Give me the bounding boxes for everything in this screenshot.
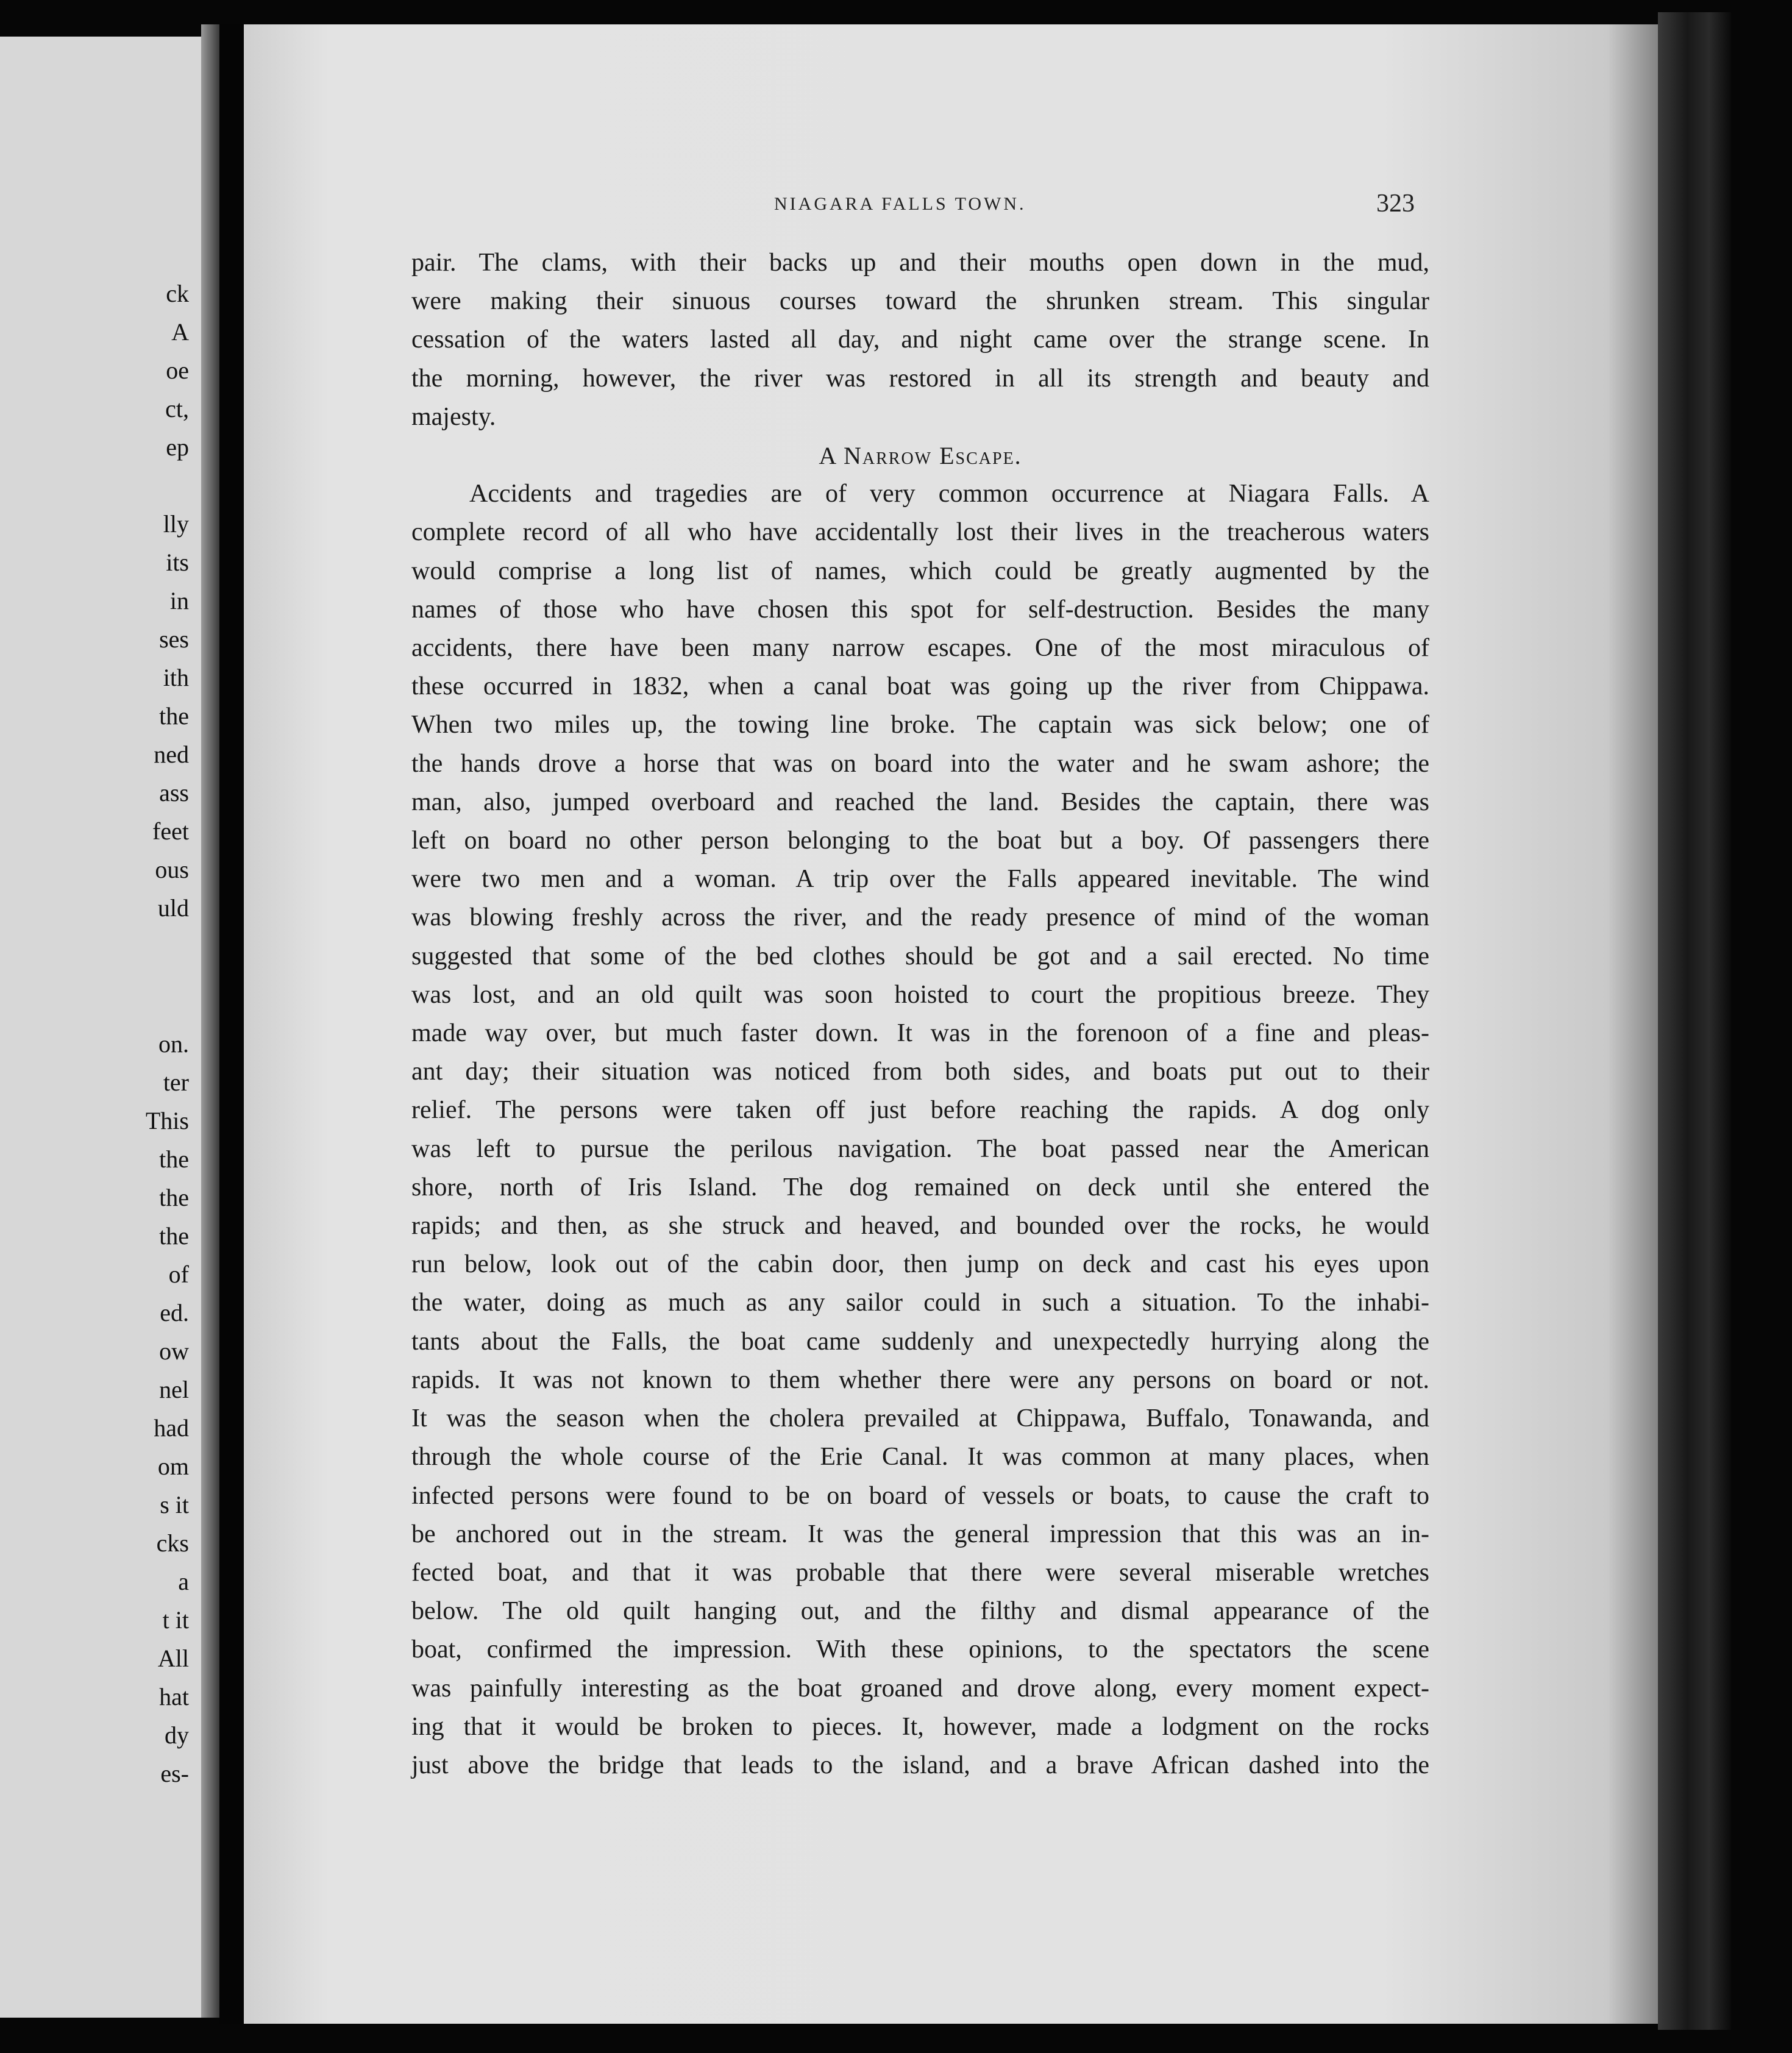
text-line: pair. The clams, with their backs up and their mouths open down in the mud,: [411, 249, 1429, 277]
text-line: below. The old quilt hanging out, and the filthy and dismal appearance of the: [411, 1597, 1429, 1626]
left-fragment: uld: [157, 894, 189, 922]
text-line: was blowing freshly across the river, and the ready presence of mind of the woman: [411, 903, 1429, 932]
text-line: majesty.: [411, 402, 496, 431]
page-edge-shadow: [1658, 12, 1731, 2030]
left-fragment: the: [159, 1184, 189, 1211]
left-fragment: its: [166, 549, 189, 576]
text-line: complete record of all who have accidentally lost their lives in the treacherous waters: [411, 518, 1429, 547]
text-line: was left to pursue the perilous navigation. The boat passed near the American: [411, 1134, 1429, 1163]
page-number: 323: [1376, 190, 1415, 218]
left-fragment: All: [157, 1645, 189, 1672]
left-fragment: the: [159, 1145, 189, 1173]
left-fragment: ned: [154, 741, 189, 768]
text-line: the water, doing as much as any sailor could in such a situation. To the inhabi-: [411, 1289, 1429, 1317]
left-fragment: ter: [163, 1069, 189, 1096]
left-fragment: dy: [165, 1721, 189, 1749]
text-line: made way over, but much faster down. It was in the forenoon of a fine and pleas-: [411, 1019, 1429, 1048]
running-head: NIAGARA FALLS TOWN.: [774, 194, 1026, 214]
text-line: cessation of the waters lasted all day, and night came over the strange scene. In: [411, 326, 1429, 354]
text-line: these occurred in 1832, when a canal boat was going up the river from Chippawa.: [411, 672, 1429, 701]
left-fragment: nel: [159, 1376, 189, 1403]
left-fragment: ith: [163, 664, 189, 691]
left-fragment: t it: [162, 1606, 189, 1634]
text-line: were making their sinuous courses toward the shrunken stream. This singular: [411, 287, 1429, 316]
left-fragment: cks: [156, 1529, 189, 1557]
left-fragment: ous: [155, 856, 189, 883]
text-line: was lost, and an old quilt was soon hoisted to court the propitious breeze. They: [411, 980, 1429, 1009]
text-line: would comprise a long list of names, which could be greatly augmented by the: [411, 557, 1429, 585]
text-line: relief. The persons were taken off just before reaching the rapids. A dog only: [411, 1096, 1429, 1125]
text-line: infected persons were found to be on board of vessels or boats, to cause the craft to: [411, 1481, 1429, 1510]
text-line: the hands drove a horse that was on board into the water and he swam ashore; the: [411, 749, 1429, 778]
left-fragment: This: [145, 1107, 189, 1134]
section-heading: A Narrow Escape.: [819, 442, 1022, 470]
text-line: fected boat, and that it was probable that there were several miserable wretches: [411, 1558, 1429, 1587]
text-line: shore, north of Iris Island. The dog remained on deck until she entered the: [411, 1173, 1429, 1201]
left-fragment: oe: [166, 357, 189, 384]
body-text: [411, 244, 1429, 1785]
left-fragment: s it: [160, 1491, 189, 1518]
left-fragment: ep: [166, 433, 189, 461]
text-line: boat, confirmed the impression. With these opinions, to the spectators the scene: [411, 1635, 1429, 1664]
text-line: It was the season when the cholera prevailed at Chippawa, Buffalo, Tonawanda, and: [411, 1404, 1429, 1433]
text-line: ant day; their situation was noticed from both sides, and boats put out to their: [411, 1058, 1429, 1086]
left-fragment: ed.: [160, 1299, 189, 1326]
text-line: rapids; and then, as she struck and heaved, and bounded over the rocks, he would: [411, 1212, 1429, 1240]
left-fragment: of: [168, 1261, 189, 1288]
text-line: ing that it would be broken to pieces. It, however, made a lodgment on the rocks: [411, 1712, 1429, 1741]
left-fragment: the: [159, 1222, 189, 1250]
text-line: were two men and a woman. A trip over the Falls appeared inevitable. The wind: [411, 865, 1429, 894]
left-fragment: on.: [158, 1030, 189, 1058]
left-fragment: ass: [159, 779, 189, 806]
left-fragment: om: [157, 1453, 189, 1480]
text-line: be anchored out in the stream. It was the general impression that this was an in-: [411, 1520, 1429, 1548]
left-fragment: es-: [160, 1760, 189, 1787]
left-fragment: the: [159, 702, 189, 730]
left-fragment: ses: [159, 625, 189, 653]
left-page: [0, 37, 207, 2018]
left-fragment: ow: [159, 1337, 189, 1365]
left-fragment: had: [154, 1414, 189, 1442]
text-line: When two miles up, the towing line broke. The captain was sick below; one of: [411, 711, 1429, 739]
text-line: run below, look out of the cabin door, then jump on deck and cast his eyes upon: [411, 1250, 1429, 1279]
text-line: Accidents and tragedies are of very common occurrence at Niagara Falls. A: [469, 480, 1429, 508]
left-fragment: feet: [152, 817, 189, 845]
left-fragment: ct,: [165, 395, 189, 422]
left-fragment: in: [169, 587, 189, 614]
left-fragment: A: [171, 318, 189, 346]
left-fragment: ck: [166, 280, 189, 307]
text-line: was painfully interesting as the boat groaned and drove along, every moment expect-: [411, 1674, 1429, 1703]
left-page-text-fragments: [67, 274, 189, 1793]
text-line: just above the bridge that leads to the island, and a brave African dashed into the: [411, 1751, 1429, 1779]
text-line: suggested that some of the bed clothes should be got and a sail erected. No time: [411, 942, 1429, 970]
text-line: names of those who have chosen this spot for self-destruction. Besides the many: [411, 595, 1429, 624]
left-fragment: hat: [159, 1683, 189, 1710]
left-fragment: a: [178, 1568, 189, 1595]
left-fragment: lly: [163, 510, 189, 538]
text-line: man, also, jumped overboard and reached the land. Besides the captain, there was: [411, 788, 1429, 816]
text-line: accidents, there have been many narrow escapes. One of the most miraculous of: [411, 634, 1429, 663]
text-line: through the whole course of the Erie Canal. It was common at many places, when: [411, 1443, 1429, 1471]
text-line: left on board no other person belonging to the boat but a boy. Of passengers there: [411, 827, 1429, 855]
text-line: rapids. It was not known to them whether there were any persons on board or not.: [411, 1365, 1429, 1394]
text-line: tants about the Falls, the boat came suddenly and unexpectedly hurrying along the: [411, 1327, 1429, 1356]
text-line: the morning, however, the river was restored in all its strength and beauty and: [411, 364, 1429, 393]
